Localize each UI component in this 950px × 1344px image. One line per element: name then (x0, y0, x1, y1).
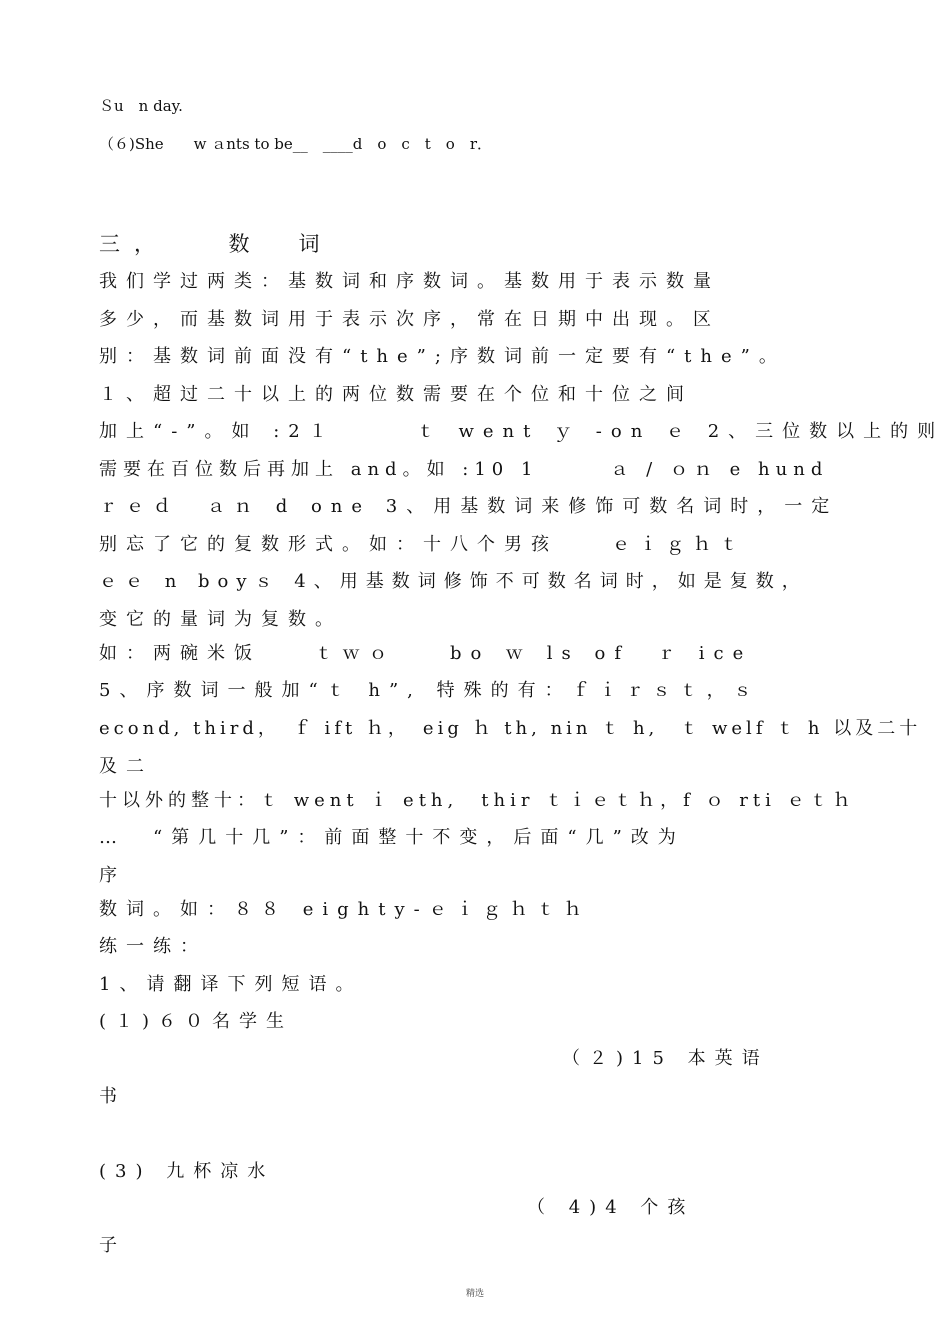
rule-1: １、超过二十以上的两位数需要在个位和十位之间 (99, 384, 693, 405)
paragraph-line: 别忘了它的复数形式。如：十八个男孩 ｅｉｇｈｔ (99, 534, 747, 555)
practice-instruction: 1、请翻译下列短语。 (99, 974, 363, 995)
paragraph-line: 加上“-”。如 :2１ ｔ went ｙ -on ｅ 2、三位数以上的则 (99, 421, 945, 442)
section-heading: 三， 数 词 (99, 232, 334, 256)
exercise-6: （６)She w ａnts to be__ ____d o c t o r． (99, 135, 492, 153)
paragraph-line: 及二 (99, 756, 153, 777)
paragraph-line: 别：基数词前面没有“the”;序数词前一定要有“the”。 (99, 346, 786, 367)
practice-item-1: (１)６０名学生 (99, 1011, 294, 1032)
paragraph-line: 数词。如：８８ eighty-ｅｉｇｈｔｈ (99, 899, 591, 920)
rule-5: 5、序数词一般加“ｔ h”, 特殊的有：ｆｉｒｓｔ，ｓ (99, 680, 761, 701)
text-line: Ｓu n day. (99, 97, 183, 115)
paragraph-line: 序 (99, 865, 126, 886)
practice-item-2: （２)15 本英语 (562, 1048, 769, 1069)
paragraph-line: ｒｅｄ ａｎ d one 3、用基数词来修饰可数名词时，一定 (99, 496, 839, 517)
paragraph-line: 如：两碗米饭 ｔｗｏ bo ｗ ls of ｒ ice (99, 643, 753, 664)
paragraph-line: 十以外的整十：ｔ went ｉ eth, thir ｔｉｅｔｈ，f ｏ rti ｅｔｈ (99, 790, 856, 811)
paragraph-line: 我们学过两类：基数词和序数词。基数用于表示数量 (99, 271, 720, 292)
paragraph-line: … “第几十几”：前面整十不变，后面“几”改为 (99, 827, 685, 848)
paragraph-line: ｅｅ n boyｓ 4、用基数词修饰不可数名词时，如是复数， (99, 571, 808, 592)
paragraph-line: 变它的量词为复数。 (99, 609, 342, 630)
page-footer: 精选 (465, 1289, 484, 1299)
practice-heading: 练一练： (99, 936, 207, 957)
paragraph-line: 需要在百位数后再加上 and。如 :10 1 ａ / ｏｎ e hund (99, 459, 829, 480)
practice-item-3: (3) 九杯凉水 (99, 1161, 275, 1182)
practice-item-2-cont: 书 (99, 1086, 117, 1107)
paragraph-line: 多少，而基数词用于表示次序，常在日期中出现。区 (99, 309, 720, 330)
practice-item-4: （ 4)4 个孩 (527, 1197, 695, 1218)
paragraph-line: econd, third， ｆ ift ｈ， eig ｈ th, nin ｔ h, ｔ welf ｔ h 以及二十 (99, 718, 922, 739)
practice-item-4-cont: 子 (99, 1235, 117, 1256)
